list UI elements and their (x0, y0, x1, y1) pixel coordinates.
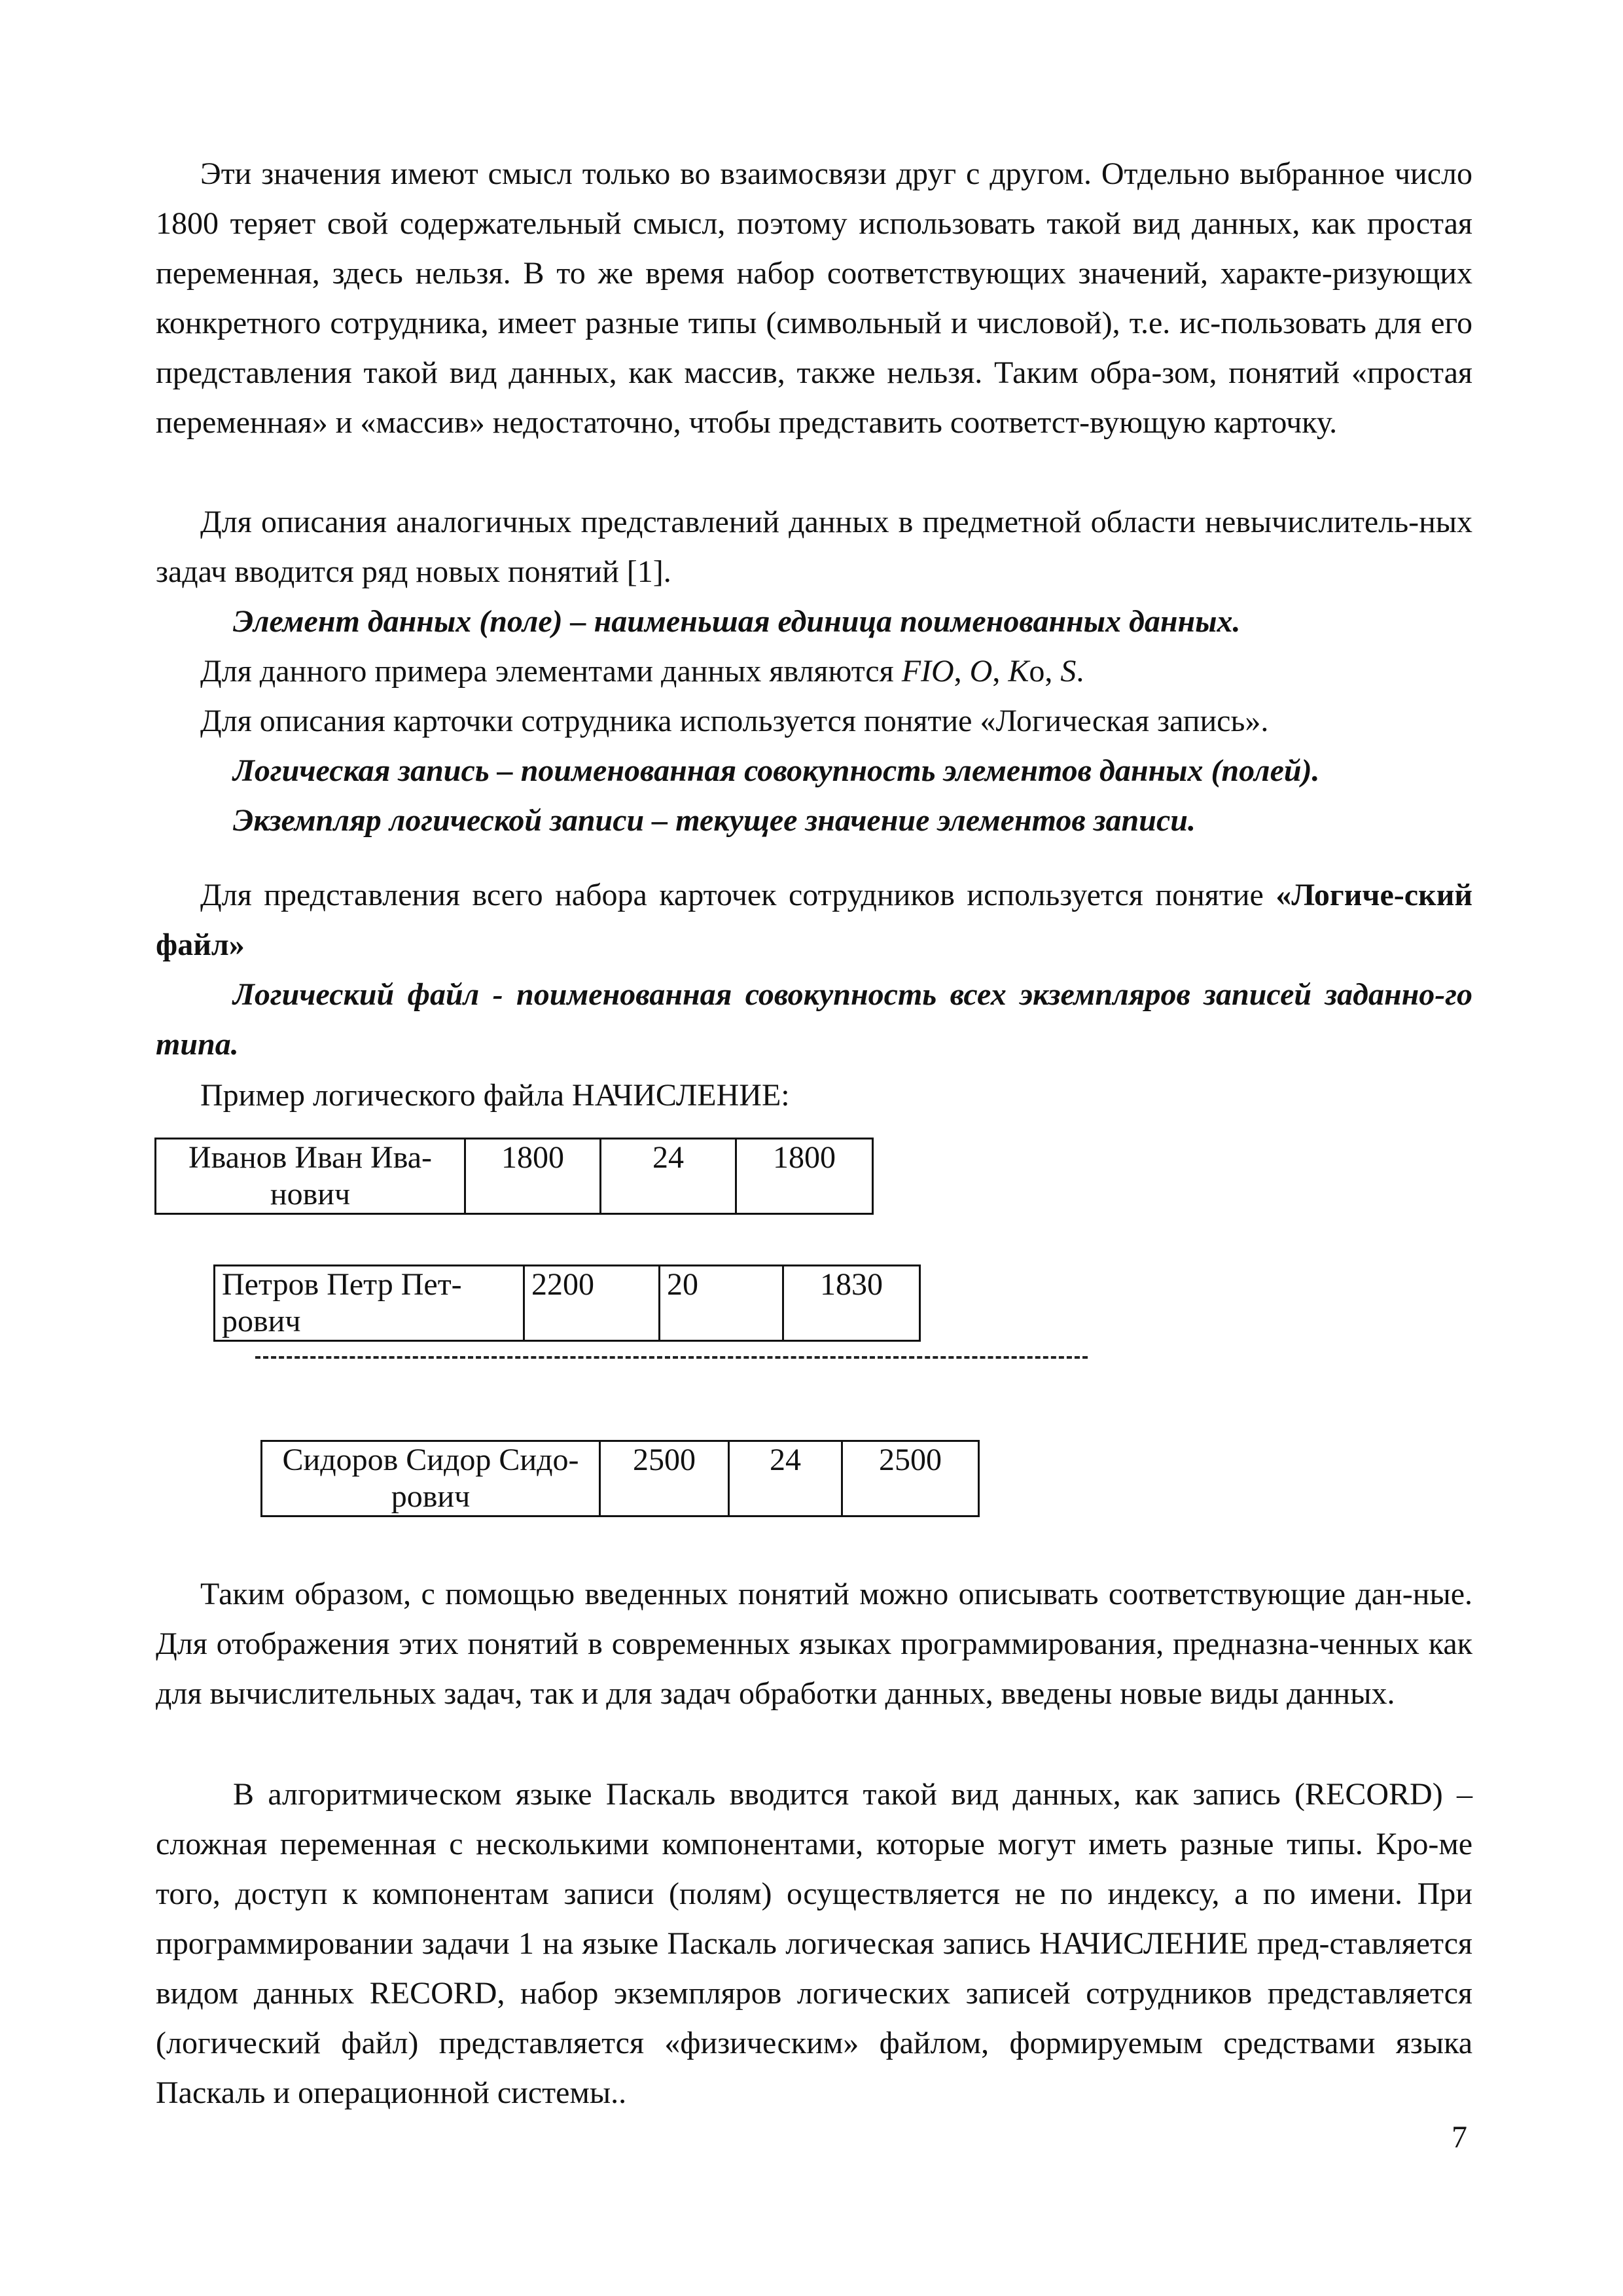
example-file-title: Пример логического файла НАЧИСЛЕНИЕ: (200, 1078, 790, 1113)
record-table-ivanov (154, 1138, 874, 1215)
page-number: 7 (1452, 2120, 1467, 2155)
example-prefix: Для данного примера элементами данных являются (200, 654, 902, 689)
ellipsis-separator (255, 1356, 1088, 1359)
record-value-1: 2500 (600, 1441, 729, 1516)
definition-record-instance: Экземпляр логической записи – текущее значение элементов записи. (233, 803, 1196, 838)
record-value-2: 20 (660, 1266, 783, 1341)
record-name-cell (156, 1139, 465, 1214)
record-value-3: 1800 (736, 1139, 873, 1214)
record-value-3: 1830 (783, 1266, 920, 1341)
example-item-fio: FIO (901, 654, 954, 689)
paragraph-pascal-record: В алгоритмическом языке Паскаль вводится такой вид данных, как запись (RECORD) – сложная переменная с несколькими компонентами, которые могут иметь разные типы. Кро-ме того, доступ к компонентам записи (полям) осуществляется не по индексу, а по имени. При программировании задачи 1 на языке Паскаль логическая запись НАЧИСЛЕНИЕ пред-ставляется видом данных RECORD, набор экземпляров логических записей сотрудников представляется (логический файл) представляется «физическим» файлом, формируемым средствами языка Паскаль и операционной системы.. (156, 1777, 1472, 2110)
record-value-1: 2200 (524, 1266, 660, 1341)
paragraph-values-meaning: Эти значения имеют смысл только во взаимосвязи друг с другом. Отдельно выбранное число 1800 теряет свой содержательный смысл, поэтому использовать такой вид данных, как простая переменная, здесь нельзя. В то же время набор соответствующих значений, характе-ризующих конкретного сотрудника, имеет разные типы (символьный и числовой), т.е. ис-пользовать для его представления такой вид данных, как массив, также нельзя. Таким обра-зом, понятий «простая переменная» и «массив» недостаточно, чтобы представить соответст-вующую карточку. (156, 156, 1472, 440)
record-value-3: 2500 (842, 1441, 979, 1516)
paragraph-new-concepts: Для описания аналогичных представлений данных в предметной области невычислитель-ных задач вводится ряд новых понятий [1]. (156, 505, 1472, 589)
record-name-line2: нович (270, 1177, 351, 1211)
record-name-line2: рович (222, 1304, 301, 1338)
example-data-elements: Для данного примера элементами данных являются FIO, O, Kо, S. (200, 654, 1084, 689)
paragraph-logical-file-intro (156, 870, 1472, 970)
record-name-line1: Петров Петр Пет- (222, 1267, 462, 1302)
record-name-cell (215, 1266, 524, 1341)
example-item-k: K (1008, 654, 1029, 689)
example-item-s: S (1060, 654, 1077, 689)
logical-file-term: «Логиче-ский файл» (156, 878, 1472, 962)
record-name-cell (262, 1441, 600, 1516)
record-name-line2: рович (391, 1479, 471, 1514)
record-name-line1: Сидоров Сидор Сидо- (282, 1443, 579, 1477)
definition-data-element: Элемент данных (поле) – наименьшая единица поименованных данных. (233, 604, 1241, 639)
paragraph-logical-record-intro: Для описания карточки сотрудника используется понятие «Логическая запись». (200, 704, 1269, 738)
table-row (156, 1139, 873, 1214)
record-value-2: 24 (729, 1441, 842, 1516)
record-table-sidorov (260, 1440, 980, 1517)
example-item-k-suffix: о (1029, 654, 1045, 689)
definition-logical-file: Логический файл - поименованная совокупность всех экземпляров записей заданно-го типа. (156, 977, 1472, 1062)
table-row (262, 1441, 979, 1516)
definition-logical-record: Логическая запись – поименованная совокупность элементов данных (полей). (233, 753, 1320, 788)
record-name-line1: Иванов Иван Ива- (188, 1140, 433, 1175)
table-row (215, 1266, 920, 1341)
example-item-o: O (969, 654, 993, 689)
logical-file-intro-text: Для представления всего набора карточек сотрудников используется понятие (200, 878, 1276, 912)
record-table-petrov (213, 1265, 921, 1342)
paragraph-summary: Таким образом, с помощью введенных понятий можно описывать соответствующие дан-ные. Для отображения этих понятий в современных языках программирования, предназна-ченных как для вычислительных задач, так и для задач обработки данных, введены новые виды данных. (156, 1577, 1472, 1711)
record-value-1: 1800 (465, 1139, 601, 1214)
record-value-2: 24 (601, 1139, 736, 1214)
